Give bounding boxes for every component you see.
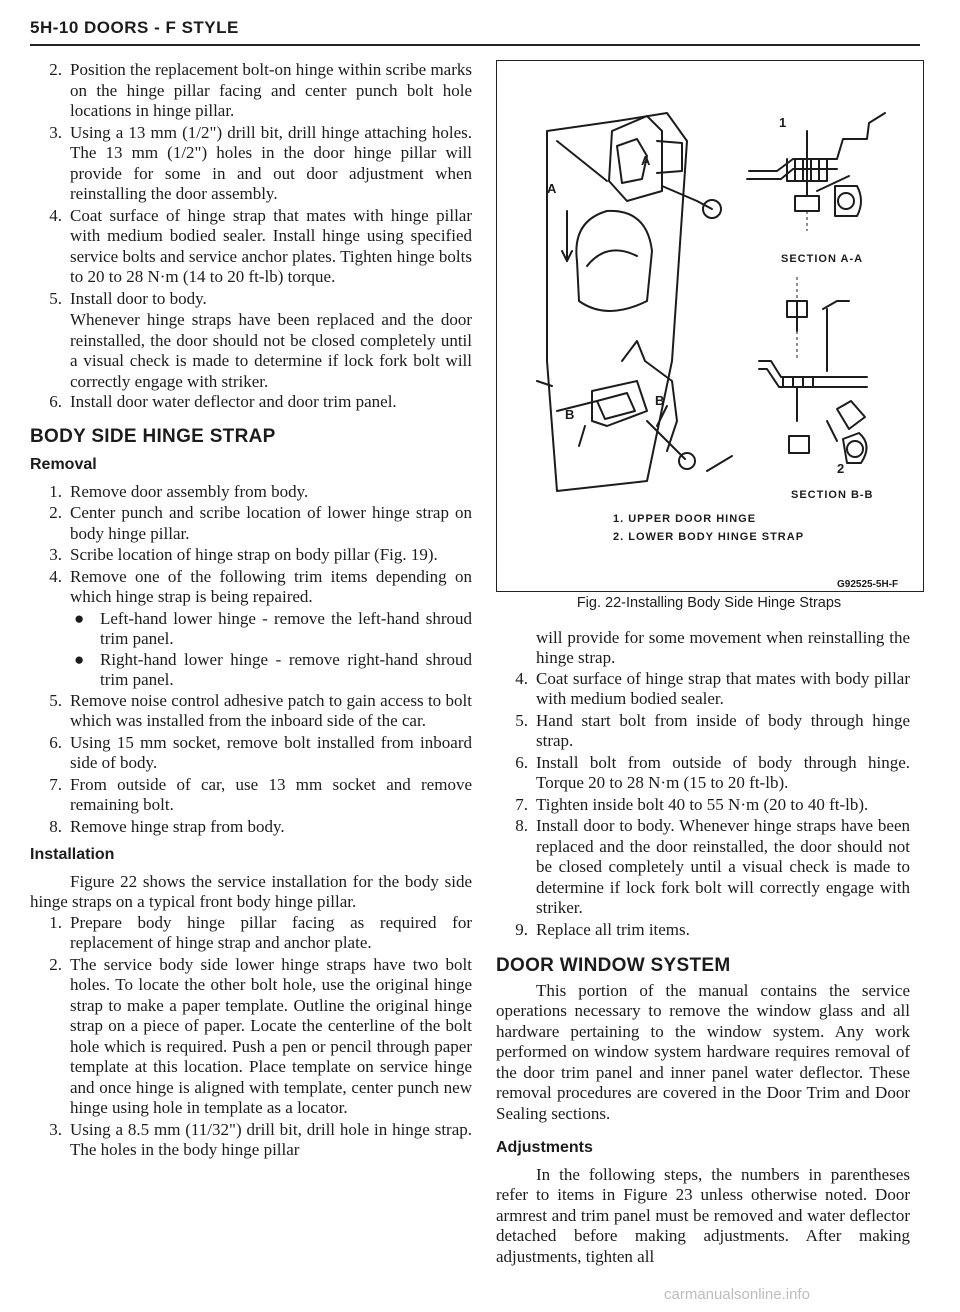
step-text: Center punch and scribe location of lower hinge strap on body hinge pillar. — [70, 503, 472, 543]
step-number: 3. — [49, 545, 62, 564]
step-text: From outside of car, use 13 mm socket and remove remaining bolt. — [70, 774, 472, 814]
legend-item: 2. LOWER BODY HINGE STRAP — [613, 531, 805, 543]
step-number: 2. — [49, 503, 62, 522]
list-item — [30, 817, 472, 838]
continued-text: will provide for some movement when reinstalling the hinge strap. — [536, 627, 910, 667]
step-text: Remove door assembly from body. — [70, 481, 309, 501]
bullet-text: Right-hand lower hinge - remove right-hand shroud trim panel. — [100, 649, 472, 689]
list-item — [30, 775, 472, 816]
note-paragraph: Whenever hinge straps have been replaced and the door reinstalled, the door should not be closed completely until a visual check is made to determine if lock fork bolt will correctly engage with striker. — [70, 310, 472, 391]
right-column — [496, 60, 910, 1267]
step-number: 3. — [49, 122, 62, 142]
page-header-title: 5H-10 DOORS - F STYLE — [30, 18, 239, 37]
step-number: 7. — [515, 794, 528, 814]
step-text: Tighten inside bolt 40 to 55 N·m (20 to 40 ft-lb). — [536, 794, 869, 814]
step-text: Remove hinge strap from body. — [70, 816, 285, 836]
step-text: Remove one of the following trim items depending on which hinge strap is being repaired. — [70, 566, 472, 606]
section-heading: DOOR WINDOW SYSTEM — [496, 955, 731, 976]
list-item — [30, 545, 472, 566]
subsection-heading: Installation — [30, 846, 115, 863]
list-item — [30, 123, 472, 205]
step-number: 9. — [515, 919, 528, 939]
figure-caption: Fig. 22-Installing Body Side Hinge Straps — [576, 595, 842, 611]
step-number: 1. — [49, 912, 62, 932]
list-item — [30, 392, 472, 413]
step-text: Remove noise control adhesive patch to gain access to bolt which was installed from the inboard side of the car. — [70, 690, 472, 730]
step-text: Install door to body. Whenever hinge straps have been replaced and the door reinstalled, the door should not be closed completely until a visual check is made to determine if lock fork bolt will correctly engage with striker. — [536, 816, 910, 917]
callout-one: 1 — [779, 115, 788, 130]
step-text: Install door water deflector and door trim panel. — [70, 392, 397, 411]
step-text: Scribe location of hinge strap on body pillar (Fig. 19). — [70, 545, 438, 564]
step-number: 6. — [515, 752, 528, 772]
step-number: 5. — [49, 690, 62, 710]
step-number: 8. — [49, 816, 62, 836]
list-item — [30, 206, 472, 288]
figure-box — [496, 60, 924, 592]
callout-two: 2 — [837, 461, 846, 476]
step-text: Coat surface of hinge strap that mates with hinge pillar with medium bodied sealer. Install hinge using specified service bolts and service anchor plates. Tighten hinge bolts to 20 to 28 N·m (14 to 20 ft-lb) torque. — [70, 205, 472, 286]
list-item — [30, 503, 472, 544]
step-number: 4. — [49, 205, 62, 225]
step-text: Position the replacement bolt-on hinge within scribe marks on the hinge pillar facing and center punch bolt hole locations in hinge pillar. — [70, 60, 472, 120]
callout-b-right: B — [655, 393, 666, 408]
callout-a-left: A — [547, 181, 558, 196]
step-number: 2. — [49, 60, 62, 79]
watermark: carmanualsonline.info — [664, 1286, 810, 1303]
step-number: 5. — [49, 288, 62, 308]
step-number: 4. — [49, 566, 62, 586]
step-text: Replace all trim items. — [536, 919, 690, 939]
window-system-paragraph: This portion of the manual contains the service operations necessary to remove the window glass and all hardware pertaining to the window system. Any work performed on window system hardware requires removal of the door trim panel and inner panel water deflector. These removal procedures are covered in the Door Trim and Door Sealing sections. — [496, 980, 910, 1123]
page-header — [30, 18, 920, 46]
step-text: Hand start bolt from inside of body through hinge strap. — [536, 710, 910, 750]
bullet-item — [30, 609, 472, 650]
list-item — [30, 289, 472, 310]
step-number: 7. — [49, 774, 62, 794]
section-bb-label: SECTION B-B — [791, 489, 874, 501]
list-item — [30, 691, 472, 732]
list-item — [30, 567, 472, 608]
list-item — [30, 955, 472, 1119]
list-item — [496, 920, 910, 941]
callout-b-left: B — [565, 407, 576, 422]
adjustments-paragraph: In the following steps, the numbers in parentheses refer to items in Figure 23 unless otherwise noted. Door armrest and trim panel must be removed and water deflector detached before making adjustments. After making adjustments, tighten all — [496, 1164, 910, 1266]
step-text: Using 15 mm socket, remove bolt installed from inboard side of body. — [70, 732, 472, 772]
step-text: The service body side lower hinge straps have two bolt holes. To locate the other bolt hole, use the original hinge strap to make a paper template. Outline the original hinge strap on a piece of paper. Locate the centerline of the bolt hole which is required. Push a pen or pencil through paper template at this location. Place template on service hinge and once hinge is aligned with template, center punch new hinge using hole in template as a locator. — [70, 954, 472, 1117]
step-text: Prepare body hinge pillar facing as required for replacement of hinge strap and anchor plate. — [70, 912, 472, 952]
left-column — [30, 60, 472, 1162]
list-item — [30, 1120, 472, 1161]
step-number: 5. — [515, 710, 528, 730]
list-item — [30, 60, 472, 122]
bullet-text: Left-hand lower hinge - remove the left-hand shroud trim panel. — [100, 608, 472, 648]
bullet-item — [30, 650, 472, 691]
step-text: Install bolt from outside of body through hinge. Torque 20 to 28 N·m (15 to 20 ft-lb). — [536, 752, 910, 792]
list-item — [496, 795, 910, 816]
section-aa-label: SECTION A-A — [781, 253, 864, 265]
list-item — [496, 669, 910, 710]
list-item — [496, 711, 910, 752]
list-item — [496, 816, 910, 919]
list-item — [496, 753, 910, 794]
callout-a-right: A — [641, 153, 652, 168]
step-number: 8. — [515, 816, 528, 835]
section-heading: BODY SIDE HINGE STRAP — [30, 425, 276, 447]
bullet-icon: ● — [74, 649, 85, 669]
figure-code: G92525-5H-F — [837, 579, 899, 590]
step-number: 6. — [49, 732, 62, 752]
step-number: 1. — [49, 481, 62, 501]
subsection-heading: Adjustments — [496, 1139, 593, 1156]
list-item — [30, 733, 472, 774]
step-text: Using a 13 mm (1/2") drill bit, drill hinge attaching holes. The 13 mm (1/2") holes in the door hinge pillar will provide for some in and out door adjustment when reinstalling the door assembly. — [70, 122, 472, 203]
installation-intro: Figure 22 shows the service installation for the body side hinge straps on a typical front body hinge pillar. — [30, 871, 472, 911]
list-item — [30, 913, 472, 954]
step-number: 3. — [49, 1119, 62, 1139]
step-number: 6. — [49, 392, 62, 411]
step-text: Install door to body. — [70, 288, 207, 308]
step-text: Using a 8.5 mm (11/32") drill bit, drill hole in hinge strap. The holes in the body hinge pillar — [70, 1119, 472, 1159]
bullet-icon: ● — [74, 608, 85, 628]
legend-item: 1. UPPER DOOR HINGE — [613, 513, 757, 525]
list-item — [30, 482, 472, 503]
step-text: Coat surface of hinge strap that mates with body pillar with medium bodied sealer. — [536, 668, 910, 708]
step-number: 4. — [515, 668, 528, 688]
step-number: 2. — [49, 954, 62, 974]
subsection-heading: Removal — [30, 456, 97, 473]
